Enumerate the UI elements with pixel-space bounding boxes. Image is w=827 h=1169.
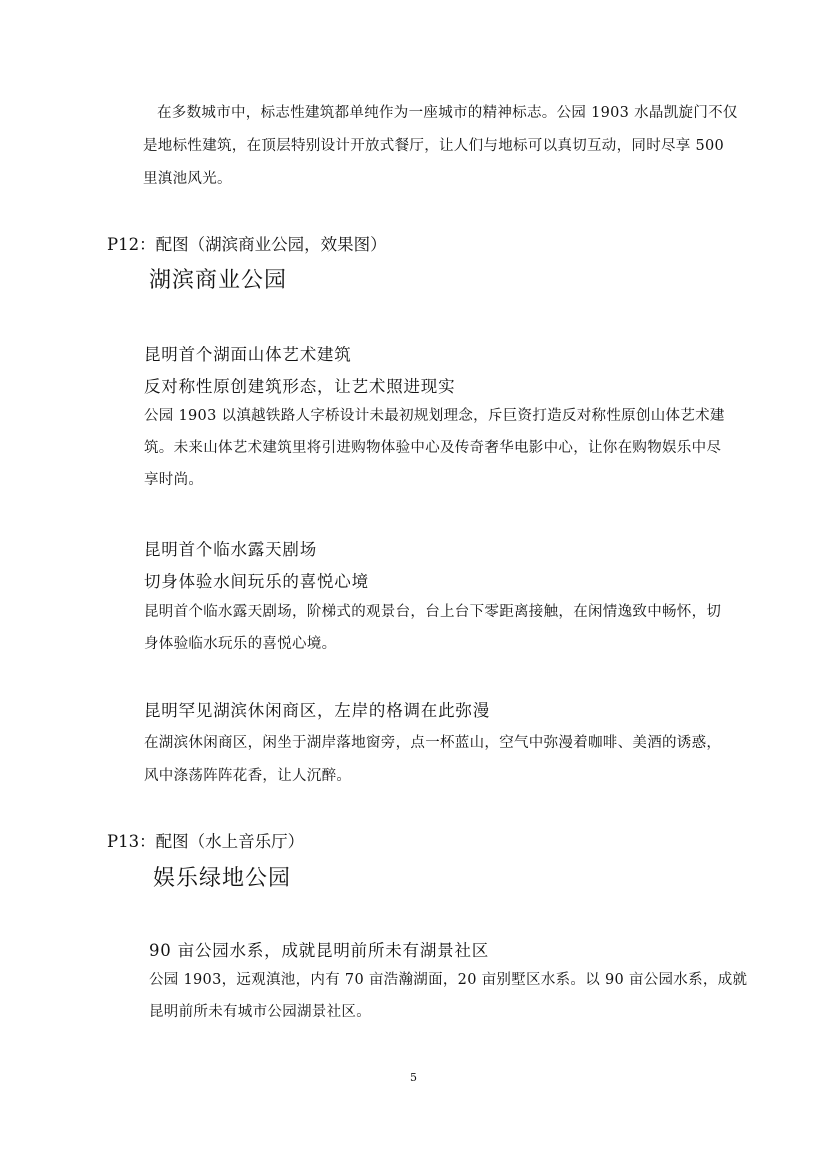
p12-para-2-line-1: 昆明首个临水露天剧场，阶梯式的观景台，台上台下零距离接触，在闲情逸致中畅怀，切 (144, 604, 722, 620)
p12-subheading-2: 切身体验水间玩乐的喜悦心境 (144, 572, 369, 591)
page-number: 5 (410, 1071, 417, 1084)
p12-heading-1: 昆明首个湖面山体艺术建筑 (144, 345, 352, 364)
p12-para-3-line-1: 在湖滨休闲商区，闲坐于湖岸落地窗旁，点一杯蓝山，空气中弥漫着咖啡、美酒的诱惑， (144, 735, 722, 751)
intro-line-1: 在多数城市中，标志性建筑都单纯作为一座城市的精神标志。公园 1903 水晶凯旋门不仅 (157, 105, 738, 121)
p12-para-1-line-1: 公园 1903 以滇越铁路人字桥设计未最初规划理念，斥巨资打造反对称性原创山体艺术建 (144, 408, 725, 424)
intro-line-3: 里滇池风光。 (143, 171, 232, 187)
p12-figure-reference: P12：配图（湖滨商业公园，效果图） (107, 235, 387, 254)
p12-heading-2: 昆明首个临水露天剧场 (144, 540, 317, 559)
p13-section-title: 娱乐绿地公园 (153, 866, 292, 891)
p13-para-line-1: 公园 1903，远观滇池，内有 70 亩浩瀚湖面，20 亩别墅区水系。以 90 亩公园水系，成就 (149, 972, 748, 988)
intro-line-2: 是地标性建筑，在顶层特别设计开放式餐厅，让人们与地标可以真切互动，同时尽享 500 (143, 138, 725, 154)
p13-heading: 90 亩公园水系，成就昆明前所未有湖景社区 (149, 941, 490, 960)
p13-figure-reference: P13：配图（水上音乐厅） (107, 832, 305, 851)
p12-section-title: 湖滨商业公园 (149, 268, 288, 293)
p12-para-1-line-2: 筑。未来山体艺术建筑里将引进购物体验中心及传奇奢华电影中心，让你在购物娱乐中尽 (144, 440, 722, 456)
p12-para-1-line-3: 享时尚。 (144, 472, 204, 488)
p13-para-line-2: 昆明前所未有城市公园湖景社区。 (149, 1004, 371, 1020)
p12-subheading-1: 反对称性原创建筑形态，让艺术照进现实 (144, 377, 456, 396)
p12-para-3-line-2: 风中涤荡阵阵花香，让人沉醉。 (144, 768, 352, 784)
p12-heading-3: 昆明罕见湖滨休闲商区，左岸的格调在此弥漫 (144, 701, 490, 720)
p12-para-2-line-2: 身体验临水玩乐的喜悦心境。 (144, 636, 337, 652)
